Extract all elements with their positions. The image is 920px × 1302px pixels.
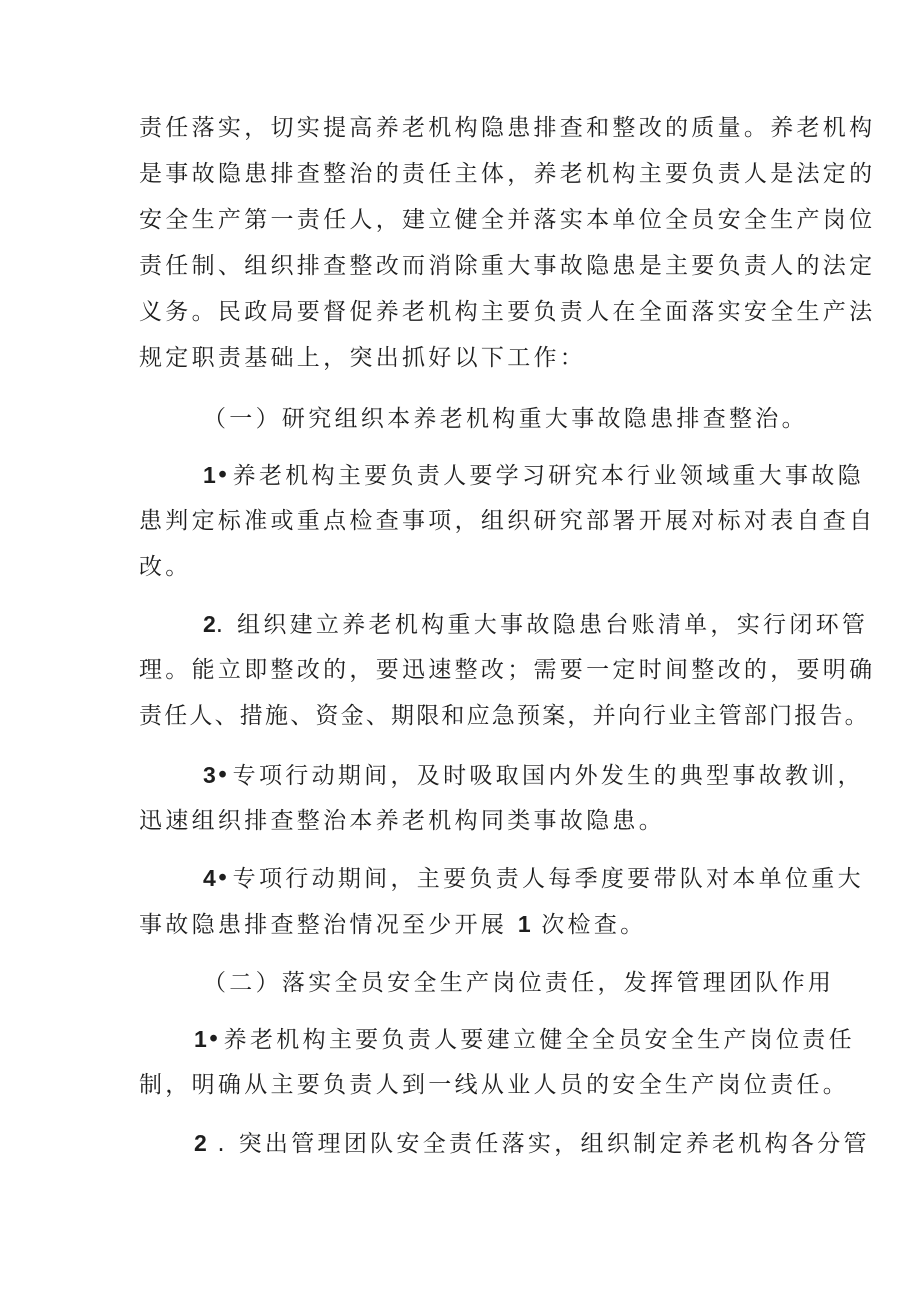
- text-line: 理。能立即整改的，要迅速整改；需要一定时间整改的，要明确: [139, 657, 876, 683]
- text-line: 规定职责基础上，突出抓好以下工作：: [139, 345, 587, 371]
- text-line: [203, 755, 864, 795]
- text-line: [203, 604, 868, 644]
- item-number: 1: [194, 1026, 207, 1052]
- item-text: 次检查。: [541, 912, 647, 938]
- text-line: [194, 1019, 855, 1059]
- item-text: •养老机构主要负责人要建立健全全员安全生产岗位责任: [206, 1027, 855, 1053]
- item-number: 1: [203, 462, 216, 488]
- text-line: 患判定标准或重点检查事项，组织研究部署开展对标对表自查自: [139, 508, 876, 534]
- section-heading: （一）研究组织本养老机构重大事故隐患排查整治。: [203, 406, 808, 432]
- text-line: 责任人、措施、资金、期限和应急预案，并向行业主管部门报告。: [139, 703, 870, 729]
- text-line: 安全生产第一责任人，建立健全并落实本单位全员安全生产岗位: [139, 207, 876, 233]
- item-number: 2: [194, 1130, 207, 1156]
- item-text: . 突出管理团队安全责任落实，组织制定养老机构各分管: [206, 1131, 870, 1157]
- text-line: [203, 455, 864, 495]
- text-line: [194, 1123, 870, 1163]
- text-line: [139, 904, 646, 944]
- text-line: 迅速组织排查整治本养老机构同类事故隐患。: [139, 808, 665, 834]
- text-line: 制，明确从主要负责人到一线从业人员的安全生产岗位责任。: [139, 1072, 850, 1098]
- inline-number: 1: [517, 911, 531, 937]
- item-number: 4: [203, 865, 216, 891]
- text-line: 是事故隐患排查整治的责任主体，养老机构主要负责人是法定的: [139, 161, 876, 187]
- text-line: [203, 858, 864, 898]
- item-number: 2: [203, 611, 216, 637]
- item-text: •专项行动期间，主要负责人每季度要带队对本单位重大: [215, 866, 864, 892]
- item-text: •养老机构主要负责人要学习研究本行业领域重大事故隐: [215, 463, 864, 489]
- text-line: 责任制、组织排查整改而消除重大事故隐患是主要负责人的法定: [139, 253, 876, 279]
- item-text: •专项行动期间，及时吸取国内外发生的典型事故教训，: [215, 763, 864, 789]
- item-text: 事故隐患排查整治情况至少开展: [139, 912, 508, 938]
- text-line: 责任落实，切实提高养老机构隐患排查和整改的质量。养老机构: [139, 115, 876, 141]
- item-number: 3: [203, 762, 216, 788]
- section-heading: （二）落实全员安全生产岗位责任，发挥管理团队作用: [203, 970, 835, 996]
- item-text: . 组织建立养老机构重大事故隐患台账清单，实行闭环管: [215, 612, 869, 638]
- text-line: 改。: [139, 554, 192, 580]
- text-line: 义务。民政局要督促养老机构主要负责人在全面落实安全生产法: [139, 299, 876, 325]
